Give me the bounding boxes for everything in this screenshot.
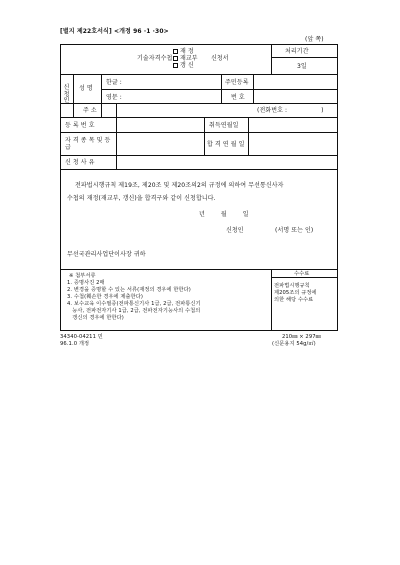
page-side-label: (앞 쪽) (305, 36, 324, 43)
checkbox-icon[interactable] (173, 56, 178, 61)
title-suffix: 신청서 (211, 55, 229, 62)
title-prefix: 기술자격수첩 (137, 55, 173, 62)
address-label: 주 소 (83, 107, 97, 114)
english-name-label: 영문 : (106, 94, 122, 101)
attachment-item: 4. 보수교육 이수필증(전파통신기사 1급, 2급, 전파통신기 (67, 301, 201, 307)
attachment-item: 1. 증명사진 2매 (67, 280, 105, 286)
paper-size: 210㎜ × 297㎜ (282, 334, 321, 340)
attachments-header: ※ 첨부서류 (69, 273, 96, 279)
attachment-item: 갱신의 경우에 한한다) (67, 315, 124, 321)
attachment-item: 2. 변경을 증명할 수 있는 서류(재정의 경우에 한한다) (67, 287, 191, 293)
paper-type: (신문용지 54g/㎡) (272, 341, 316, 347)
name-label: 성 명 (79, 85, 93, 92)
body-text-line-1: 전파법시행규칙 제19조, 제20조 및 제20조의2의 규정에 의하여 무선통신사자 (75, 182, 284, 189)
option-renewal-line: 갱 신 (173, 62, 194, 69)
applicant-group-label: 신청인 (63, 84, 70, 104)
option-reissue-line: 재 정 (173, 48, 194, 55)
fee-label: 수수료 (294, 271, 310, 277)
acquisition-date-label: 취득연월일 (209, 122, 239, 129)
checkbox-icon[interactable] (173, 49, 178, 54)
processing-period-value: 3일 (297, 63, 307, 70)
hangul-name-label: 한글 : (106, 79, 122, 86)
fee-text: 제205조의 규정에 (274, 290, 317, 296)
application-reason-label: 신 청 사 유 (65, 159, 95, 166)
fee-text: 전파법시행규칙 (274, 283, 310, 289)
application-form (60, 44, 338, 331)
registration-number-label: 등 록 번 호 (65, 122, 95, 129)
fee-text: 의한 해당 수수료 (274, 297, 314, 303)
exam-pass-date-label: 합 격 연 월 일 (207, 141, 245, 148)
certificate-type-label: 자 격 종 목 및 등 급 (65, 137, 111, 151)
resident-number-label: 주민등록 (225, 79, 249, 86)
attachment-item: 3. 수첩(훼손한 경우에 제출한다) (67, 294, 143, 300)
signature-note: (서명 또는 인) (275, 227, 314, 234)
option-reissuance-line: 재교부 (173, 55, 198, 62)
attachment-item: 능사, 전파전자기사 1급, 2급, 전파전자기능사의 수첩의 (67, 308, 201, 314)
addressee: 무선국관리사업단이사장 귀하 (67, 251, 146, 258)
processing-period-label: 처리기간 (285, 48, 309, 55)
revision-date: 96.1.0 개정 (60, 341, 90, 347)
applicant-signature-label: 신청인 (226, 227, 244, 234)
checkbox-icon[interactable] (173, 63, 178, 68)
form-number: [별지 제22호서식] <개정 96 ·1 ·30> (60, 28, 169, 35)
form-code: 34340-04211 민 (60, 334, 103, 340)
application-date: 년 월 일 (199, 211, 249, 218)
resident-number-label-2: 번 호 (231, 94, 245, 101)
phone-label: (전화번호 : ) (257, 107, 324, 114)
body-text-line-2: 수첩의 재정(재교부, 갱신)을 합격구와 같이 신청합니다. (67, 195, 216, 202)
